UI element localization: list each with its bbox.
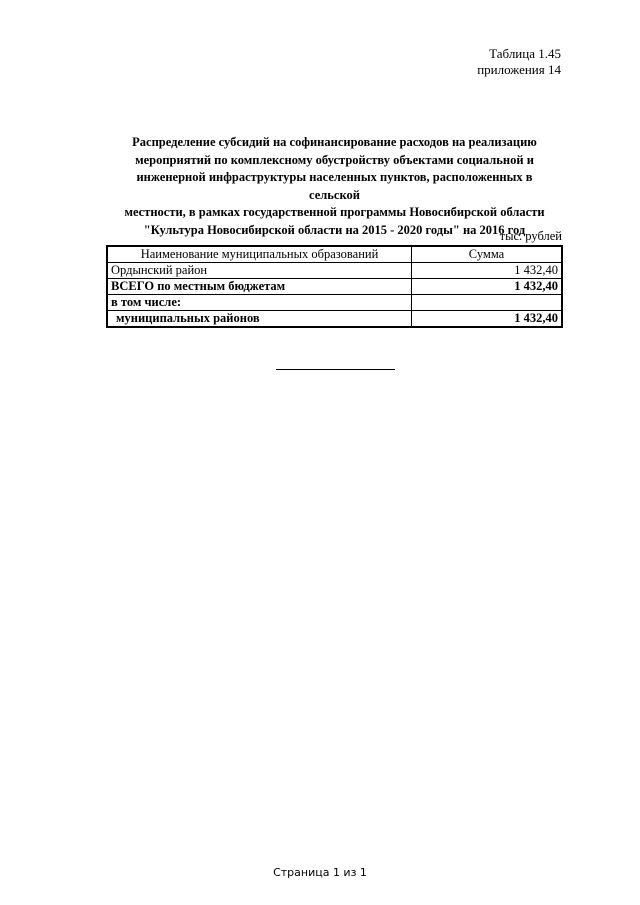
title-line: мероприятий по комплексному обустройству объектами социальной и	[135, 152, 534, 167]
row-name: Ордынский район	[107, 263, 412, 279]
row-amount	[412, 295, 563, 311]
row-name: муниципальных районов	[107, 311, 412, 328]
title-line: инженерной инфраструктуры населенных пунктов, расположенных в сельской	[136, 170, 533, 202]
appendix-number: приложения 14	[477, 62, 561, 77]
title-line: Распределение субсидий на софинансирование расходов на реализацию	[132, 135, 537, 149]
table-reference	[477, 46, 561, 78]
table-row-districts	[107, 311, 562, 328]
table-row-including	[107, 295, 562, 311]
table-row	[107, 263, 562, 279]
subsidy-table	[106, 245, 563, 328]
row-name: в том числе:	[107, 295, 412, 311]
title-line: "Культура Новосибирской области на 2015 - 2020 годы" на 2016 год	[143, 222, 526, 237]
units-label: тыс. рублей	[499, 229, 562, 243]
column-header-amount: Сумма	[412, 246, 563, 263]
table-row-total	[107, 279, 562, 295]
page-number: Страница 1 из 1	[273, 866, 367, 879]
row-amount: 1 432,40	[412, 311, 563, 328]
table-number: Таблица 1.45	[489, 46, 561, 61]
separator-line	[276, 369, 395, 370]
document-title	[112, 134, 557, 239]
table-header-row	[107, 246, 562, 263]
title-line: местности, в рамках государственной программы Новосибирской области	[124, 205, 545, 219]
row-name: ВСЕГО по местным бюджетам	[107, 279, 412, 295]
column-header-name: Наименование муниципальных образований	[107, 246, 412, 263]
row-amount: 1 432,40	[412, 263, 563, 279]
row-amount: 1 432,40	[412, 279, 563, 295]
